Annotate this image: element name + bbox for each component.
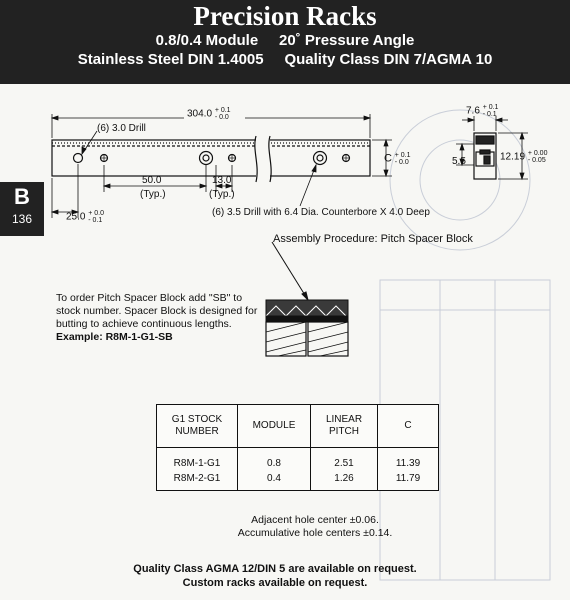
spec-line-2: Stainless Steel DIN 1.4005 Quality Class DIN 7/AGMA 10 [77,51,493,68]
order-example: Example: R8M-1-G1-SB [56,331,173,343]
rack-front-view [52,140,370,176]
cell-module: 0.8 [238,448,311,472]
section-letter: B [14,184,30,209]
cell-stock: R8M-2-G1 [157,471,238,491]
dim-length: 304.0 + 0.1 - 0.0 [187,107,231,121]
dim-side-55: 5.5 [452,156,466,167]
rack-section-pair [266,322,348,356]
bleed-through-ghost [380,110,550,580]
break-symbol [255,136,271,182]
dim-height: 12.19 + 0.00 - 0.05 [500,150,548,164]
table-row [157,471,439,491]
dim-width: 7.6 + 0.1 - 0.1 [466,104,499,118]
cell-pitch: 1.26 [311,471,378,491]
pitch-spacer-block [266,300,348,322]
note-agma: Quality Class AGMA 12/DIN 5 are available on request. [133,563,417,575]
note-custom: Custom racks available on request. [182,577,368,589]
rack-side-view [474,133,496,179]
note-adjacent: Adjacent hole center ±0.06. [251,514,379,526]
dim-drill: (6) 3.0 Drill [97,123,146,134]
dim-pitch-50: 50.0 [142,175,162,186]
col-linear-pitch: LINEAR PITCH [311,405,378,448]
col-c: C [378,405,439,448]
assembly-arrow [272,242,308,300]
page-number: 136 [11,212,33,226]
dim-pitch-13: 13.0 [212,175,232,186]
col-module: MODULE [238,405,311,448]
note-accumulative: Accumulative hole centers ±0.14. [237,527,393,539]
spec-line-1: 0.8/0.4 Module 20˚ Pressure Angle [155,32,415,49]
cell-pitch: 2.51 [311,448,378,472]
dim-pitch-13-note: (Typ.) [209,189,235,200]
dim-pitch-50-note: (Typ.) [140,189,166,200]
order-note [56,292,268,344]
assembly-label: Assembly Procedure: Pitch Spacer Block [273,233,473,245]
dim-c: C + 0.1 - 0.0 [384,152,411,166]
cell-c: 11.39 [378,448,439,472]
col-stock-number: G1 STOCK NUMBER [157,405,238,448]
table-row [157,448,439,472]
cell-c: 11.79 [378,471,439,491]
cell-module: 0.4 [238,471,311,491]
table-header-row [157,405,439,448]
stock-table [156,404,439,491]
dim-counterbore: (6) 3.5 Drill with 6.4 Dia. Counterbore X 4.0 Deep [212,207,430,218]
dim-end-25: 25.0 + 0.0 - 0.1 [66,210,105,224]
order-note-text: To order Pitch Spacer Block add "SB" to stock number. Spacer Block is designed for butting to achieve continuous lengths. [56,292,258,330]
page-title: Precision Racks [193,1,377,31]
cell-stock: R8M-1-G1 [157,448,238,472]
header-banner [0,0,570,84]
